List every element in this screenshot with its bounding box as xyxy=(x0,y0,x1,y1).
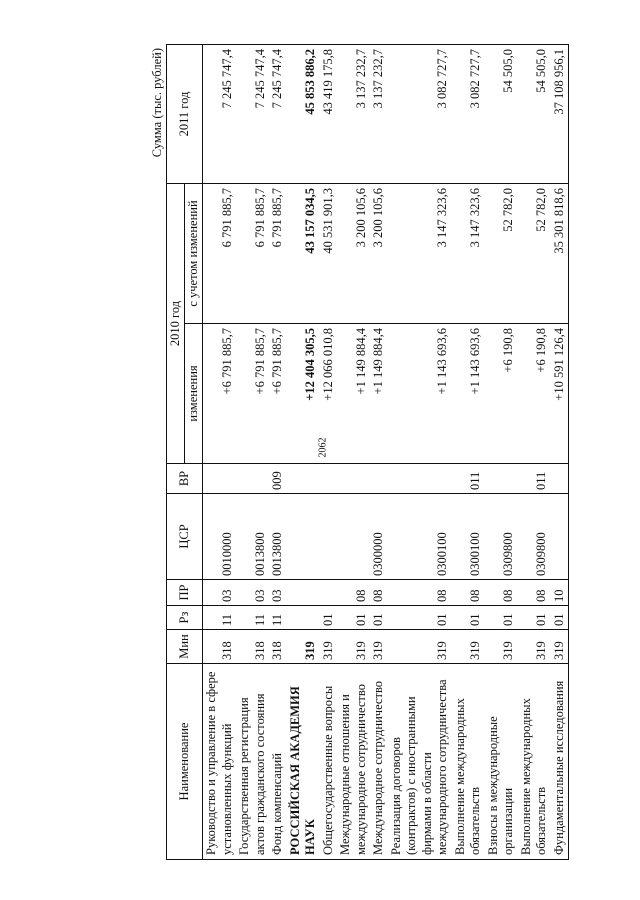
table-row xyxy=(337,44,370,859)
cell-changes: +6 791 885,7 xyxy=(269,324,287,464)
cell-min: 319 xyxy=(551,630,569,664)
cell-name: Выполнение международных обязательств xyxy=(518,664,551,860)
cell-csr xyxy=(551,494,569,580)
cell-min: 319 xyxy=(518,630,551,664)
cell-rz: 01 xyxy=(337,606,370,630)
cell-min: 319 xyxy=(370,630,388,664)
header-changes: изменения xyxy=(185,324,203,464)
table-row xyxy=(236,44,269,859)
header-name: Наименование xyxy=(167,664,203,860)
cell-min: 319 xyxy=(320,630,338,664)
cell-y2011: 43 419 175,8 xyxy=(320,44,338,183)
cell-vr xyxy=(320,464,338,494)
cell-min: 318 xyxy=(203,630,237,664)
cell-name: Выполнение международных обязательств xyxy=(452,664,485,860)
table-row xyxy=(485,44,518,859)
cell-with-changes: 3 200 105,6 xyxy=(337,183,370,323)
cell-name: Руководство и управление в сфере установленных функций xyxy=(203,664,237,860)
cell-vr: 011 xyxy=(518,464,551,494)
cell-pr: 03 xyxy=(269,580,287,606)
cell-changes: +1 149 884,4 xyxy=(337,324,370,464)
cell-y2011: 54 505,0 xyxy=(518,44,551,183)
cell-csr: 0300100 xyxy=(388,494,452,580)
cell-changes: +6 791 885,7 xyxy=(203,324,237,464)
cell-min: 318 xyxy=(236,630,269,664)
cell-rz: 01 xyxy=(518,606,551,630)
cell-with-changes: 43 157 034,5 xyxy=(287,183,320,323)
rotated-page xyxy=(148,38,638,868)
cell-y2011: 7 245 747,4 xyxy=(269,44,287,183)
cell-min: 318 xyxy=(269,630,287,664)
cell-rz xyxy=(287,606,320,630)
cell-with-changes: 6 791 885,7 xyxy=(269,183,287,323)
cell-rz: 01 xyxy=(551,606,569,630)
cell-with-changes: 3 147 323,6 xyxy=(452,183,485,323)
cell-csr xyxy=(287,494,320,580)
cell-changes: +6 791 885,7 xyxy=(236,324,269,464)
cell-csr: 0309800 xyxy=(518,494,551,580)
unit-note: Сумма (тыс. рублей) xyxy=(150,48,164,158)
table-row xyxy=(287,44,320,859)
cell-with-changes: 3 200 105,6 xyxy=(370,183,388,323)
cell-pr: 03 xyxy=(203,580,237,606)
table-body xyxy=(203,44,569,859)
cell-rz: 01 xyxy=(320,606,338,630)
table-row xyxy=(551,44,569,859)
cell-pr: 03 xyxy=(236,580,269,606)
cell-vr xyxy=(370,464,388,494)
cell-changes: +12 066 010,8 xyxy=(320,324,338,464)
cell-name: РОССИЙСКАЯ АКАДЕМИЯ НАУК xyxy=(287,664,320,860)
cell-y2011: 7 245 747,4 xyxy=(236,44,269,183)
cell-vr xyxy=(236,464,269,494)
cell-y2011: 54 505,0 xyxy=(485,44,518,183)
cell-with-changes: 35 301 818,6 xyxy=(551,183,569,323)
cell-changes: +1 143 693,6 xyxy=(452,324,485,464)
cell-vr xyxy=(287,464,320,494)
header-with-changes: с учетом изменений xyxy=(185,183,203,323)
cell-rz: 01 xyxy=(452,606,485,630)
cell-name: Взносы в международные организации xyxy=(485,664,518,860)
cell-rz: 01 xyxy=(388,606,452,630)
cell-pr: 08 xyxy=(485,580,518,606)
cell-min: 319 xyxy=(337,630,370,664)
cell-csr: 0300000 xyxy=(370,494,388,580)
cell-name: Фонд компенсаций xyxy=(269,664,287,860)
cell-vr xyxy=(337,464,370,494)
cell-y2011: 3 082 727,7 xyxy=(388,44,452,183)
header-rz: Рз xyxy=(167,606,203,630)
cell-with-changes: 6 791 885,7 xyxy=(203,183,237,323)
cell-csr: 0013800 xyxy=(269,494,287,580)
cell-y2011: 3 137 232,7 xyxy=(370,44,388,183)
cell-csr xyxy=(320,494,338,580)
cell-y2011: 7 245 747,4 xyxy=(203,44,237,183)
cell-min: 319 xyxy=(485,630,518,664)
cell-with-changes: 40 531 901,3 xyxy=(320,183,338,323)
cell-changes: +10 591 126,4 xyxy=(551,324,569,464)
header-min: Мин xyxy=(167,630,203,664)
cell-vr xyxy=(551,464,569,494)
cell-changes: +1 149 884,4 xyxy=(370,324,388,464)
cell-with-changes: 3 147 323,6 xyxy=(388,183,452,323)
cell-changes: +6 190,8 xyxy=(485,324,518,464)
cell-csr: 0300100 xyxy=(452,494,485,580)
cell-rz: 11 xyxy=(269,606,287,630)
cell-name: Государственная регистрация актов гражданского состояния xyxy=(236,664,269,860)
cell-changes: +1 143 693,6 xyxy=(388,324,452,464)
cell-vr xyxy=(485,464,518,494)
cell-with-changes: 6 791 885,7 xyxy=(236,183,269,323)
cell-csr: 0010000 xyxy=(203,494,237,580)
table-row xyxy=(370,44,388,859)
cell-pr: 08 xyxy=(370,580,388,606)
cell-name: Фундаментальные исследования xyxy=(551,664,569,860)
cell-pr: 10 xyxy=(551,580,569,606)
table-row xyxy=(269,44,287,859)
header-year-2010: 2010 год xyxy=(167,183,185,463)
cell-y2011: 3 082 727,7 xyxy=(452,44,485,183)
cell-pr xyxy=(287,580,320,606)
table-row xyxy=(320,44,338,859)
table-row xyxy=(452,44,485,859)
cell-vr xyxy=(388,464,452,494)
cell-rz: 01 xyxy=(485,606,518,630)
cell-rz: 11 xyxy=(236,606,269,630)
cell-y2011: 37 108 956,1 xyxy=(551,44,569,183)
cell-min: 319 xyxy=(388,630,452,664)
header-year-2011: 2011 год xyxy=(167,44,203,183)
cell-name: Международное сотрудничество xyxy=(370,664,388,860)
header-vr: ВР xyxy=(167,464,203,494)
cell-name: Общегосударственные вопросы xyxy=(320,664,338,860)
cell-min: 319 xyxy=(452,630,485,664)
header-pr: ПР xyxy=(167,580,203,606)
cell-changes: +12 404 305,5 xyxy=(287,324,320,464)
cell-y2011: 3 137 232,7 xyxy=(337,44,370,183)
cell-changes: +6 190,8 xyxy=(518,324,551,464)
cell-csr xyxy=(337,494,370,580)
cell-pr: 08 xyxy=(518,580,551,606)
cell-pr: 08 xyxy=(388,580,452,606)
cell-vr xyxy=(203,464,237,494)
cell-name: Реализация договоров (контрактов) с иностранными фирмами в области международного сотрудничества xyxy=(388,664,452,860)
cell-name: Международные отношения и международное сотрудничество xyxy=(337,664,370,860)
table-row xyxy=(518,44,551,859)
header-csr: ЦСР xyxy=(167,494,203,580)
cell-pr: 08 xyxy=(337,580,370,606)
table-row xyxy=(203,44,237,859)
cell-pr: 08 xyxy=(452,580,485,606)
cell-csr: 0309800 xyxy=(485,494,518,580)
cell-vr: 011 xyxy=(452,464,485,494)
cell-pr xyxy=(320,580,338,606)
page-number: 2062 xyxy=(317,437,329,458)
cell-rz: 11 xyxy=(203,606,237,630)
cell-y2011: 45 853 886,2 xyxy=(287,44,320,183)
cell-with-changes: 52 782,0 xyxy=(518,183,551,323)
cell-rz: 01 xyxy=(370,606,388,630)
cell-vr: 009 xyxy=(269,464,287,494)
cell-csr: 0013800 xyxy=(236,494,269,580)
cell-min: 319 xyxy=(287,630,320,664)
budget-table xyxy=(166,44,569,860)
cell-with-changes: 52 782,0 xyxy=(485,183,518,323)
table-row xyxy=(388,44,452,859)
